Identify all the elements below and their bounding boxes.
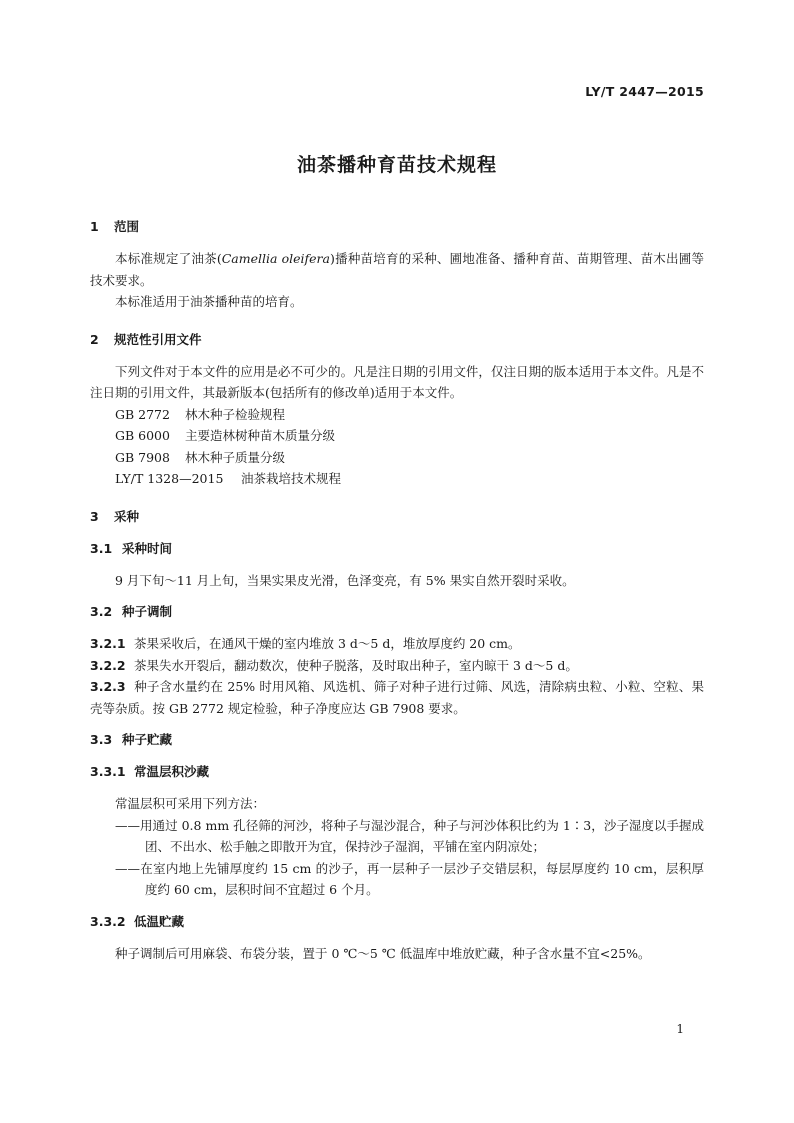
standard-code: LY/T 2447—2015 xyxy=(585,84,704,99)
scope-text-a: 本标准规定了油茶( xyxy=(115,251,222,266)
clause-3-2-2 xyxy=(90,655,704,677)
section-heading-2 xyxy=(90,329,704,351)
section-title: 规范性引用文件 xyxy=(114,331,202,347)
subsection-number: 3.2 xyxy=(90,604,113,619)
scope-applicability: 本标准适用于油茶播种苗的培育。 xyxy=(115,294,303,309)
references-intro: 下列文件对于本文件的应用是必不可少的。凡是注日期的引用文件，仅注日期的版本适用于本文件。凡是不注日期的引用文件，其最新版本(包括所有的修改单)适用于本文件。 xyxy=(90,363,704,400)
harvest-time-paragraph: 9 月下旬～11 月上旬，当果实果皮光滑，色泽变亮，有 5% 果实自然开裂时采收。 xyxy=(115,572,575,588)
subsection-heading-3-2 xyxy=(90,601,704,623)
dash-list-item: ——用通过 0.8 mm 孔径筛的河沙，将种子与湿沙混合，种子与河沙体积比约为 1∶3，沙子湿度以手握成团、不出水、松手触之即散开为宜，保持沙子湿润，平铺在室内阴凉处； xyxy=(115,817,704,854)
clause-number: 3.2.1 xyxy=(90,636,126,651)
subsection-heading-3-1 xyxy=(90,538,704,560)
document-title: 油茶播种育苗技术规程 xyxy=(296,154,497,176)
dash-list-item: ——在室内地上先铺厚度约 15 cm 的沙子，再一层种子一层沙子交错层积，每层厚度约 10 cm，层积厚度约 60 cm，层积时间不宜超过 6 个月。 xyxy=(115,860,704,897)
section-heading-3 xyxy=(90,506,704,528)
subsection-title: 种子贮藏 xyxy=(122,732,173,747)
reference-item xyxy=(90,425,704,447)
storage-intro: 常温层积可采用下列方法： xyxy=(115,796,266,811)
clause-title: 常温层积沙藏 xyxy=(134,764,210,779)
reference-title: 林木种子检验规程 xyxy=(185,406,286,422)
latin-name: Camellia oleifera xyxy=(221,251,330,266)
reference-title: 林木种子质量分级 xyxy=(185,449,286,465)
reference-code: GB 7908 xyxy=(115,449,170,465)
page-number: 1 xyxy=(676,1022,684,1036)
scope-paragraph xyxy=(90,248,704,291)
clause-number: 3.3.1 xyxy=(90,764,126,779)
reference-code: GB 6000 xyxy=(115,428,170,443)
reference-title: 主要造林树种苗木质量分级 xyxy=(185,428,336,443)
clause-heading-3-3-2 xyxy=(90,911,704,933)
subsection-title: 采种时间 xyxy=(122,540,173,556)
subsection-title: 种子调制 xyxy=(122,604,173,619)
reference-item xyxy=(90,447,704,469)
section-title: 范围 xyxy=(114,219,140,234)
section-heading-1 xyxy=(90,216,704,238)
clause-number: 3.2.3 xyxy=(90,679,126,694)
clause-number: 3.3.2 xyxy=(90,913,126,929)
subsection-heading-3-3 xyxy=(90,729,704,751)
clause-text: 茶果失水开裂后，翻动数次，使种子脱落，及时取出种子，室内晾干 3 d～5 d。 xyxy=(134,657,578,673)
reference-item xyxy=(90,404,704,426)
clause-title: 低温贮藏 xyxy=(134,913,185,929)
subsection-number: 3.1 xyxy=(90,540,113,556)
reference-title: 油茶栽培技术规程 xyxy=(241,471,342,486)
reference-item xyxy=(90,468,704,490)
clause-text: 种子含水量约在 25% 时用风箱、风选机、筛子对种子进行过筛、风选，清除病虫粒、小粒、空粒、果壳等杂质。按 GB 2772 规定检验，种子净度应达 GB 7908 要求。 xyxy=(90,679,704,716)
subsection-number: 3.3 xyxy=(90,732,113,747)
reference-code: LY/T 1328—2015 xyxy=(115,471,224,486)
section-number: 2 xyxy=(90,331,99,347)
section-number: 3 xyxy=(90,508,99,524)
reference-code: GB 2772 xyxy=(115,406,170,422)
document-body xyxy=(90,216,704,964)
scope-text-b: )播种苗培育的采种、圃地准备、播种育苗、苗期管理、苗木出圃等技术要求。 xyxy=(90,251,704,288)
low-temp-storage-paragraph: 种子调制后可用麻袋、布袋分装，置于 0 ℃～5 ℃ 低温库中堆放贮藏，种子含水量不宜<25%。 xyxy=(115,945,651,961)
clause-number: 3.2.2 xyxy=(90,657,126,673)
clause-heading-3-3-1 xyxy=(90,761,704,783)
clause-3-2-1 xyxy=(90,633,704,655)
section-number: 1 xyxy=(90,219,99,234)
clause-3-2-3 xyxy=(90,676,704,719)
clause-text: 茶果采收后，在通风干燥的室内堆放 3 d～5 d，堆放厚度约 20 cm。 xyxy=(134,636,521,651)
section-title: 采种 xyxy=(114,508,140,524)
